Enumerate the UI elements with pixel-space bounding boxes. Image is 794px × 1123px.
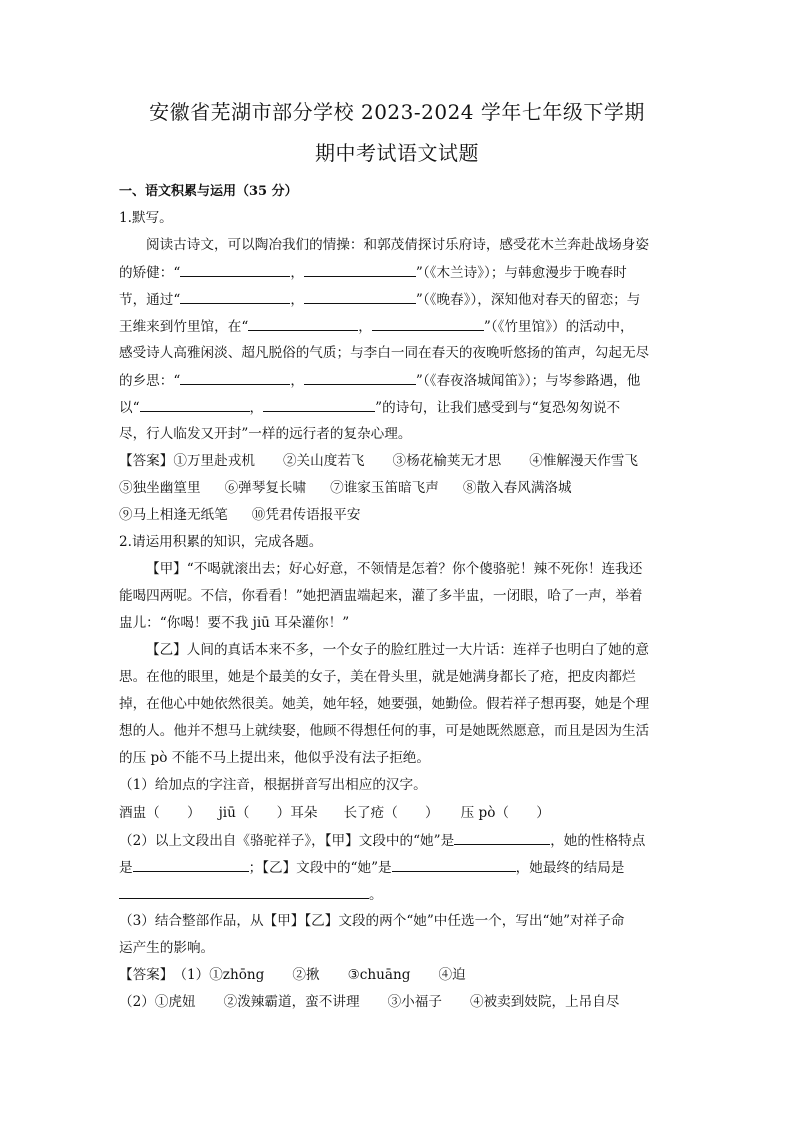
answer-item: ④惟解漫天作雪飞 [529,453,638,469]
q1-paragraph-line-1: 阅读古诗文，可以陶冶我们的情操：和郭茂倩探讨乐府诗，感受花木兰奔赴战场身姿 [146,237,649,253]
q1-text: ”（《晚春》），深知他对春天的留恋；与 [415,292,641,308]
answer-blank[interactable] [263,397,375,412]
answer-blank[interactable] [454,830,550,845]
answer-blank[interactable] [119,884,369,899]
answer-item: ③小福子 [387,994,442,1010]
pinyin-item[interactable]: 长了疮（ ） [343,805,439,821]
question-1-label: 1.默写。 [119,210,173,226]
answer-item: ⑥弹琴复长啸 [224,480,307,496]
answer-item: ⑤独坐幽篁里 [119,480,201,496]
answer-blank[interactable] [180,289,290,304]
q2-answer-row-2 [119,992,619,1012]
q1-paragraph-line-5: 感受诗人高雅闲淡、超凡脱俗的气质；与李白一同在春天的夜晚听悠扬的笛声，勾起无尽 [119,345,650,361]
section-heading: 一、语文积累与运用（35 分） [119,184,298,199]
subquestion-2-line-2 [119,857,624,878]
answer-item: ⑦谁家玉笛暗飞声 [330,480,439,496]
answer-item: ②关山度若飞 [282,453,365,469]
answer-blank[interactable] [133,857,249,872]
q2-text: 是 [119,860,133,876]
q1-answer-row-2 [119,478,572,498]
q2-text: （2）以上文段出自《骆驼祥子》，【甲】文段中的“她”是 [119,833,455,849]
q1-text: 节，通过“ [119,292,181,308]
q1-text: 王维来到竹里馆，在“ [119,319,249,335]
q2-text: ；【乙】文段中的“她”是 [248,860,392,876]
answer-item: ⑩凭君传语报平安 [251,507,361,523]
q1-text: 的乡思：“ [119,373,181,389]
passage-yi-line-1: 【乙】人间的真话本来不多，一个女子的脸红胜过一大片话：连祥子也明白了她的意 [146,642,649,658]
answer-blank[interactable] [248,316,358,331]
answer-blank[interactable] [180,370,290,385]
q1-text: ”（《木兰诗》）；与韩愈漫步于晚春时 [415,265,627,281]
q1-paragraph-line-6 [119,370,640,391]
q1-text: ”（《春夜洛城闻笛》）；与岑参路遇，他 [415,373,641,389]
passage-jia-line-3: 盅儿：“你喝！要不我 jiū 耳朵灌你！” [119,615,350,631]
answer-item: ②泼辣霸道，蛮不讲理 [223,994,360,1010]
answer-item: （2）①虎妞 [119,994,196,1010]
subquestion-2-line-1 [119,830,645,851]
passage-jia-line-1: 【甲】“不喝就滚出去；好心好意，不领情是怎着？你个傻骆驼！辣不死你！连我还 [146,561,643,577]
q1-text: ”（《竹里馆》）的活动中， [483,319,634,335]
passage-jia-line-2: 能喝四两呢。不信，你看看！”她把酒盅端起来，灌了多半盅，一闭眼，哈了一声，举着 [119,588,643,604]
answer-item: ①万里赴戎机 [173,453,255,469]
q1-paragraph-line-4 [119,316,634,337]
answer-blank[interactable] [140,397,250,412]
q1-paragraph-line-8: 尽，行人临发又开封”一样的远行者的复杂心理。 [119,426,412,442]
q1-text: ， [290,265,304,281]
subquestion-2-line-3 [119,884,383,905]
subquestion-1: （1）给加点的字注音，根据拼音写出相应的汉字。 [119,777,427,793]
exam-title: 安徽省芜湖市部分学校 2023-2024 学年七年级下学期 [149,100,645,124]
q1-paragraph-line-3 [119,289,640,310]
answer-label: 【答案】 [119,453,174,469]
q1-answer-row-1 [119,451,638,471]
answer-item: ②揪 [292,967,320,983]
q1-paragraph-line-2 [119,262,627,283]
passage-yi-line-2: 思。在他的眼里，她是个最美的女子，美在骨头里，就是她满身都长了疮，把皮肉都烂 [119,669,636,685]
answer-label: 【答案】 [119,967,174,983]
exam-subtitle: 期中考试语文试题 [315,141,479,165]
q2-text: ，她最终的结局是 [515,860,625,876]
passage-yi-line-5: 的压 pò 不能不马上提出来，他似乎没有法子拒绝。 [119,750,430,766]
answer-blank[interactable] [372,316,484,331]
answer-item: ⑧散入春风满洛城 [462,480,572,496]
answer-blank[interactable] [304,289,416,304]
answer-item: ④被卖到妓院，上吊自尽 [469,994,620,1010]
answer-blank[interactable] [304,370,416,385]
q1-text: 的矫健：“ [119,265,181,281]
q1-text: ， [290,373,304,389]
q2-text: ，她的性格特点 [550,833,646,849]
answer-item: （1）①zhōng [173,967,265,983]
pinyin-item[interactable]: 酒盅（ ） [119,805,201,821]
passage-yi-line-4: 想的人。他并不想马上就续娶，他顾不得想任何的事，可是她既然愿意，而且是因为生活 [119,723,650,739]
q1-paragraph-line-7 [119,397,620,418]
q2-answer-row-1 [119,965,466,985]
passage-yi-line-3: 掉，在他心中她依然很美。她美，她年轻，她要强，她勤俭。假若祥子想再娶，她是个理 [119,696,650,712]
q1-answer-row-3 [119,505,361,525]
question-2-label: 2.请运用积累的知识，完成各题。 [119,534,323,550]
pinyin-item[interactable]: jiū（ ）耳朵 [218,805,318,821]
answer-item: ③杨花榆荚无才思 [392,453,502,469]
answer-blank[interactable] [180,262,290,277]
subquestion-3-line-1: （3）结合整部作品，从【甲】【乙】文段的两个“她”中任选一个，写出“她”对祥子命 [119,913,625,929]
q1-text: 以“ [119,400,140,416]
answer-blank[interactable] [304,262,416,277]
answer-blank[interactable] [392,857,516,872]
q1-text: ， [290,292,304,308]
q1-text: ， [249,400,264,416]
pinyin-item[interactable]: 压 pò（ ） [460,805,550,821]
pinyin-items-row [119,803,550,823]
subquestion-3-line-2: 运产生的影响。 [119,940,215,956]
q2-text: 。 [369,887,383,903]
q1-text: ”的诗句，让我们感受到与“复恐匆匆说不 [375,400,621,416]
answer-item: ④迫 [438,967,466,983]
answer-item: ③chuāng [347,967,411,983]
q1-text: ， [358,319,372,335]
answer-item: ⑨马上相逢无纸笔 [119,507,228,523]
